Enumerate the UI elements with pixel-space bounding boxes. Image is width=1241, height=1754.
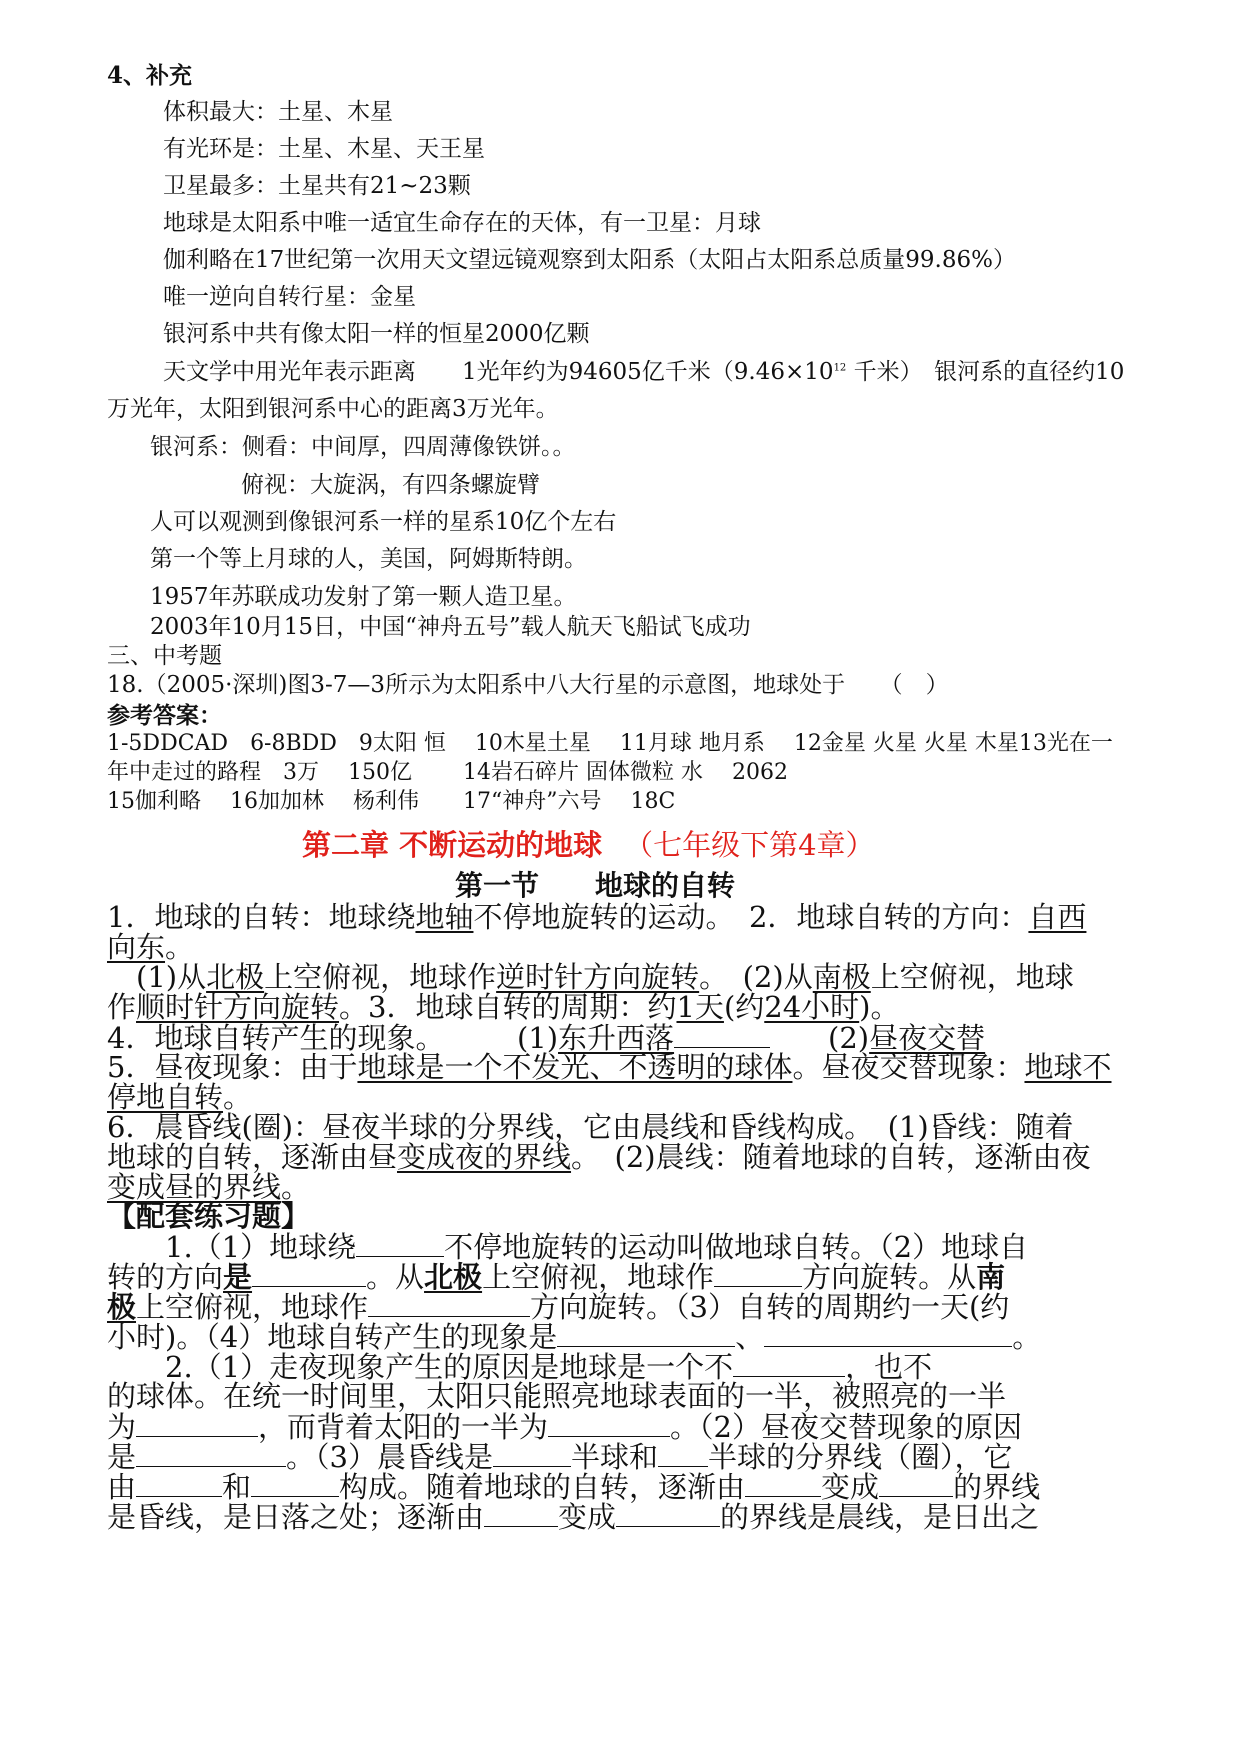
note-line-6b	[107, 1140, 1091, 1174]
note-answer: 变成夜的界线	[397, 1140, 572, 1174]
note-line-1	[107, 900, 1087, 934]
answers-line: 年中走过的路程 3万 150亿 14岩石碎片 固体微粒 水 2062	[107, 760, 788, 785]
answer-blank	[733, 1352, 845, 1377]
practice-line-8	[107, 1442, 1013, 1472]
practice-line-4	[107, 1322, 1041, 1352]
supplement-line: 银河系中共有像太阳一样的恒星2000亿颗	[163, 321, 590, 347]
practice-line-2	[107, 1262, 1005, 1292]
answer-blank	[616, 1502, 720, 1527]
practice-text: 的界线是晨线，是日出之	[720, 1500, 1040, 1534]
practice-text: ，而背着太阳的一半为	[258, 1410, 549, 1444]
galaxy-top-view: 俯视：大旋涡，有四条螺旋臂	[241, 472, 540, 498]
note-answer: 地球不	[1024, 1050, 1112, 1084]
practice-text: 和	[222, 1470, 252, 1504]
practice-text: 1.（1）地球绕	[165, 1230, 357, 1264]
practice-line-7	[107, 1412, 1022, 1442]
exam-heading: 三、中考题	[107, 643, 222, 669]
answer-blank	[658, 1442, 708, 1467]
note-answer: 昼夜交替	[869, 1021, 986, 1055]
practice-text: 小时)。（4）地球自转产生的现象是	[107, 1320, 558, 1354]
practice-line-10	[107, 1502, 1039, 1532]
chapter-subtitle: （七年级下第4章）	[624, 828, 875, 862]
answer-blank	[136, 1442, 286, 1467]
supplement-line: 伽利略在17世纪第一次用天文望远镜观察到太阳系（太阳占太阳系总质量99.86%）	[163, 247, 1016, 273]
supplement-line: 第一个等上月球的人，美国，阿姆斯特朗。	[150, 546, 587, 572]
practice-emphasis: 北极	[424, 1260, 483, 1294]
practice-text: 构成。随着地球的自转，逐渐由	[339, 1470, 746, 1504]
answer-blank	[714, 1262, 802, 1287]
practice-emphasis: 南	[976, 1260, 1006, 1294]
note-text: (约	[723, 990, 765, 1024]
note-text: 。3．地球自转的周期：约	[339, 990, 677, 1024]
galaxy-side-view: 银河系：侧看：中间厚，四周薄像铁饼。。	[150, 434, 576, 460]
practice-text: 是	[107, 1440, 137, 1474]
note-answer: 变成昼的界线	[107, 1170, 282, 1204]
section-title: 第一节 地球的自转	[455, 869, 736, 902]
note-text: )。	[859, 990, 900, 1024]
note-text: 1．地球的自转：地球绕	[107, 900, 416, 934]
practice-line-3	[107, 1292, 1009, 1322]
practice-line-5	[165, 1352, 932, 1382]
answer-blank	[674, 1023, 770, 1048]
practice-text: 。（3）晨昏线是	[286, 1440, 493, 1474]
answers-line: 1-5DDCAD 6-8BDD 9太阳 恒 10木星土星 11月球 地月系 12金星 火星 火星 木星13光在一	[107, 731, 1113, 756]
note-answer: 顺时针方向旋转	[136, 990, 340, 1024]
answer-blank	[368, 1292, 530, 1317]
note-answer: 停地自转	[107, 1080, 224, 1114]
note-text: 上空俯视，地球作	[264, 960, 497, 994]
answer-blank	[136, 1412, 258, 1437]
lightyear-line	[163, 361, 1124, 384]
note-text: 。 (2)从	[699, 960, 813, 994]
practice-text: 方向旋转。（3）自转的周期约一天(约	[530, 1290, 1010, 1324]
practice-text: 是昏线，是日落之处；逐渐由	[107, 1500, 485, 1534]
practice-text: 为	[107, 1410, 137, 1444]
lightyear-continuation: 万光年，太阳到银河系中心的距离3万光年。	[107, 396, 559, 422]
answer-blank	[484, 1502, 558, 1527]
note-text: 。	[165, 930, 195, 964]
supplement-line: 唯一逆向自转行星：金星	[163, 284, 416, 310]
answer-blank	[356, 1232, 444, 1257]
chapter-title-line	[302, 828, 875, 862]
practice-text: ，也不	[845, 1350, 933, 1384]
practice-text: 变成	[821, 1470, 880, 1504]
supplement-heading: 4、补充	[107, 62, 193, 89]
practice-text: 变成	[558, 1500, 617, 1534]
practice-text: 转的方向	[107, 1260, 224, 1294]
supplement-line: 2003年10月15日，中国“神舟五号”载人航天飞船试飞成功	[150, 614, 751, 640]
answers-line: 15伽利略 16加加林 杨利伟 17“神舟”六号 18C	[107, 789, 676, 814]
practice-text: 由	[107, 1470, 137, 1504]
practice-text: 2.（1）走夜现象产生的原因是地球是一个不	[165, 1350, 734, 1384]
answer-blank	[136, 1472, 222, 1497]
note-answer: 自西	[1028, 900, 1087, 934]
note-answer: 向东	[107, 930, 166, 964]
supplement-line: 卫星最多：土星共有21~23颗	[163, 173, 471, 199]
note-line-3	[107, 990, 900, 1024]
answers-heading: 参考答案：	[107, 702, 222, 729]
answer-blank	[493, 1442, 571, 1467]
answer-blank	[557, 1322, 735, 1347]
answer-blank	[745, 1472, 821, 1497]
note-line-6c	[107, 1170, 311, 1204]
practice-text: 方向旋转。从	[802, 1260, 977, 1294]
note-line-4	[107, 1023, 985, 1053]
answer-blank	[252, 1262, 366, 1287]
practice-text: 。（2）昼夜交替现象的原因	[670, 1410, 1022, 1444]
answer-blank	[764, 1322, 1012, 1347]
supplement-line: 有光环是：土星、木星、天王星	[163, 136, 485, 162]
note-text: 。 (2)晨线：随着地球的自转，逐渐由夜	[571, 1140, 1091, 1174]
note-text: 不停地旋转的运动。 2．地球自转的方向：	[473, 900, 1029, 934]
practice-text: 的界线	[953, 1470, 1041, 1504]
practice-line-9	[107, 1472, 1040, 1502]
practice-text: 上空俯视，地球作	[482, 1260, 715, 1294]
lightyear-text: 天文学中用光年表示距离 1光年约为94605亿千米（9.46×10	[163, 359, 834, 385]
note-line-6: 6．晨昏线(圈)：昼夜半球的分界线，它由晨线和昏线构成。 (1)昏线：随着	[107, 1110, 1074, 1144]
practice-text: 。从	[366, 1260, 425, 1294]
supplement-line: 1957年苏联成功发射了第一颗人造卫星。	[150, 584, 577, 610]
supplement-line: 体积最大：土星、木星	[163, 99, 393, 125]
practice-text: 、	[735, 1320, 765, 1354]
note-answer: 地轴	[415, 900, 474, 934]
practice-text: 不停地旋转的运动叫做地球自转。（2）地球自	[444, 1230, 1029, 1264]
practice-text: 半球的分界线（圈），它	[707, 1440, 1013, 1474]
practice-line-1	[165, 1232, 1028, 1262]
note-text: 。昼夜交替现象：	[792, 1050, 1025, 1084]
note-text: 地球的自转，逐渐由昼	[107, 1140, 398, 1174]
note-text: 。	[281, 1170, 311, 1204]
note-line-5	[107, 1050, 1112, 1084]
note-answer: 南极	[812, 960, 871, 994]
exam-question-18: 18.（2005·深圳)图3-7—3所示为太阳系中八大行星的示意图，地球处于 （ ）	[107, 672, 949, 698]
answer-blank	[548, 1412, 670, 1437]
note-text: 5．昼夜现象：由于	[107, 1050, 358, 1084]
answer-blank	[251, 1472, 339, 1497]
note-line-2	[136, 960, 1074, 994]
practice-text: 上空俯视，地球作	[136, 1290, 369, 1324]
note-answer: 地球是一个不发光、不透明的球体	[357, 1050, 793, 1084]
lightyear-exponent: 12	[833, 362, 847, 374]
supplement-line: 人可以观测到像银河系一样的星系10亿个左右	[150, 509, 617, 535]
practice-emphasis: 是	[223, 1260, 253, 1294]
note-line-1b	[107, 930, 195, 964]
note-text: 上空俯视，地球	[870, 960, 1074, 994]
note-text: 作	[107, 990, 137, 1024]
note-answer: 北极	[206, 960, 265, 994]
note-text: (2)	[770, 1021, 870, 1055]
supplement-line: 地球是太阳系中唯一适宜生命存在的天体，有一卫星：月球	[163, 210, 761, 236]
chapter-title: 第二章 不断运动的地球	[302, 828, 603, 862]
lightyear-rest: 千米） 银河系的直径约10	[846, 359, 1125, 385]
note-answer: 1天	[676, 990, 724, 1024]
note-text: 4．地球自转产生的现象。 (1)	[107, 1021, 559, 1055]
note-answer: 24小时	[764, 990, 860, 1024]
note-text: 。	[223, 1080, 253, 1114]
practice-line-6: 的球体。在统一时间里，太阳只能照亮地球表面的一半，被照亮的一半	[107, 1379, 1007, 1413]
practice-heading: 【配套练习题】	[107, 1199, 311, 1233]
practice-text: 。	[1012, 1320, 1042, 1354]
practice-text: 半球和	[570, 1440, 658, 1474]
note-answer: 东升西落	[558, 1021, 675, 1055]
note-line-5b	[107, 1080, 253, 1114]
note-text: (1)从	[136, 960, 207, 994]
practice-emphasis: 极	[107, 1290, 137, 1324]
note-answer: 逆时针方向旋转	[496, 960, 700, 994]
answer-blank	[879, 1472, 953, 1497]
